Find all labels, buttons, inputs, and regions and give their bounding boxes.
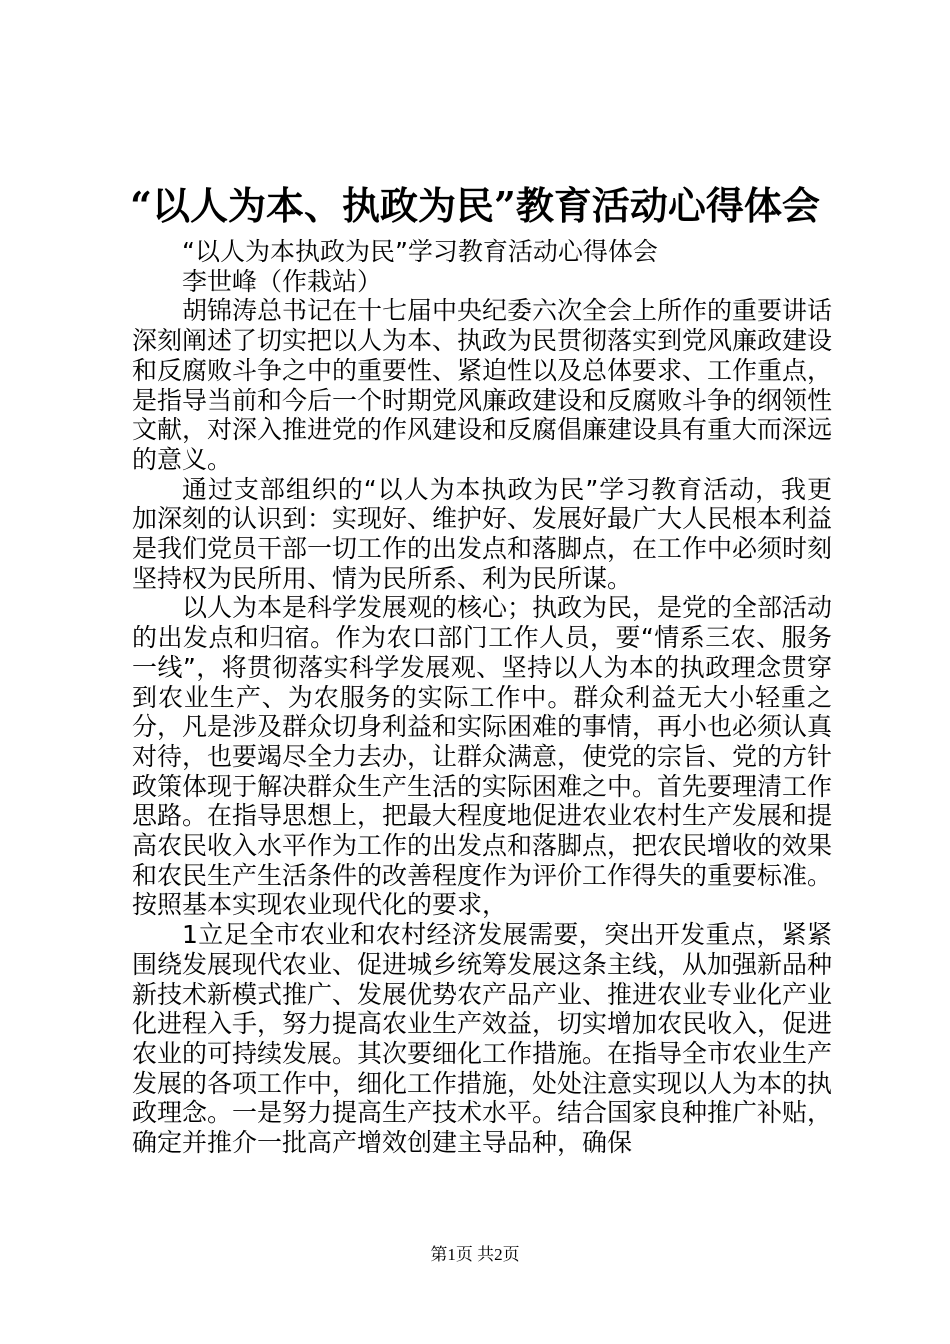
document-body bbox=[132, 237, 832, 1158]
paragraph: 1立足全市农业和农村经济发展需要，突出开发重点，紧紧围绕发展现代农业、促进城乡统筹发展这条主线，从加强新品种新技术新模式推广、发展优势农产品产业、推进农业专业化产业化进程入手，努力提高农业生产效益，切实增加农民收入，促进农业的可持续发展。其次要细化工作措施。在指导全市农业生产发展的各项工作中，细化工作措施，处处注意实现以人为本的执政理念。一是努力提高生产技术水平。结合国家良种推广补贴，确定并推介一批高产增效创建主导品种，确保 bbox=[132, 920, 833, 1158]
document-subtitle: “以人为本执政为民”学习教育活动心得体会 bbox=[182, 237, 658, 266]
document-author: 李世峰（作栽站） bbox=[182, 266, 383, 296]
document-title: “以人为本、执政为民”教育活动心得体会 bbox=[130, 183, 820, 228]
paragraph: 胡锦涛总书记在十七届中央纪委六次全会上所作的重要讲话深刻阐述了切实把以人为本、执政为民贯彻落实到党风廉政建设和反腐败斗争之中的重要性、紧迫性以及总体要求、工作重点，是指导当前和今后一个时期党风廉政建设和反腐败斗争的纲领性文献，对深入推进党的作风建设和反腐倡廉建设具有重大而深远的意义。 bbox=[132, 296, 833, 474]
paragraph: 以人为本是科学发展观的核心；执政为民，是党的全部活动的出发点和归宿。作为农口部门工作人员，要“情系三农、服务一线”，将贯彻落实科学发展观、坚持以人为本的执政理念贯穿到农业生产、为农服务的实际工作中。群众利益无大小轻重之分，凡是涉及群众切身利益和实际困难的事情，再小也必须认真对待，也要竭尽全力去办，让群众满意，使党的宗旨、党的方针政策体现于解决群众生产生活的实际困难之中。首先要理清工作思路。在指导思想上，把最大程度地促进农业农村生产发展和提高农民收入水平作为工作的出发点和落脚点，把农民增收的效果和农民生产生活条件的改善程度作为评价工作得失的重要标准。按照基本实现农业现代化的要求， bbox=[132, 593, 833, 920]
page-number-footer: 第1页 共2页 bbox=[430, 1245, 520, 1264]
paragraph: 通过支部组织的“以人为本执政为民”学习教育活动，我更加深刻的认识到：实现好、维护好、发展好最广大人民根本利益是我们党员干部一切工作的出发点和落脚点，在工作中必须时刻坚持权为民所用、情为民所系、利为民所谋。 bbox=[132, 474, 833, 593]
